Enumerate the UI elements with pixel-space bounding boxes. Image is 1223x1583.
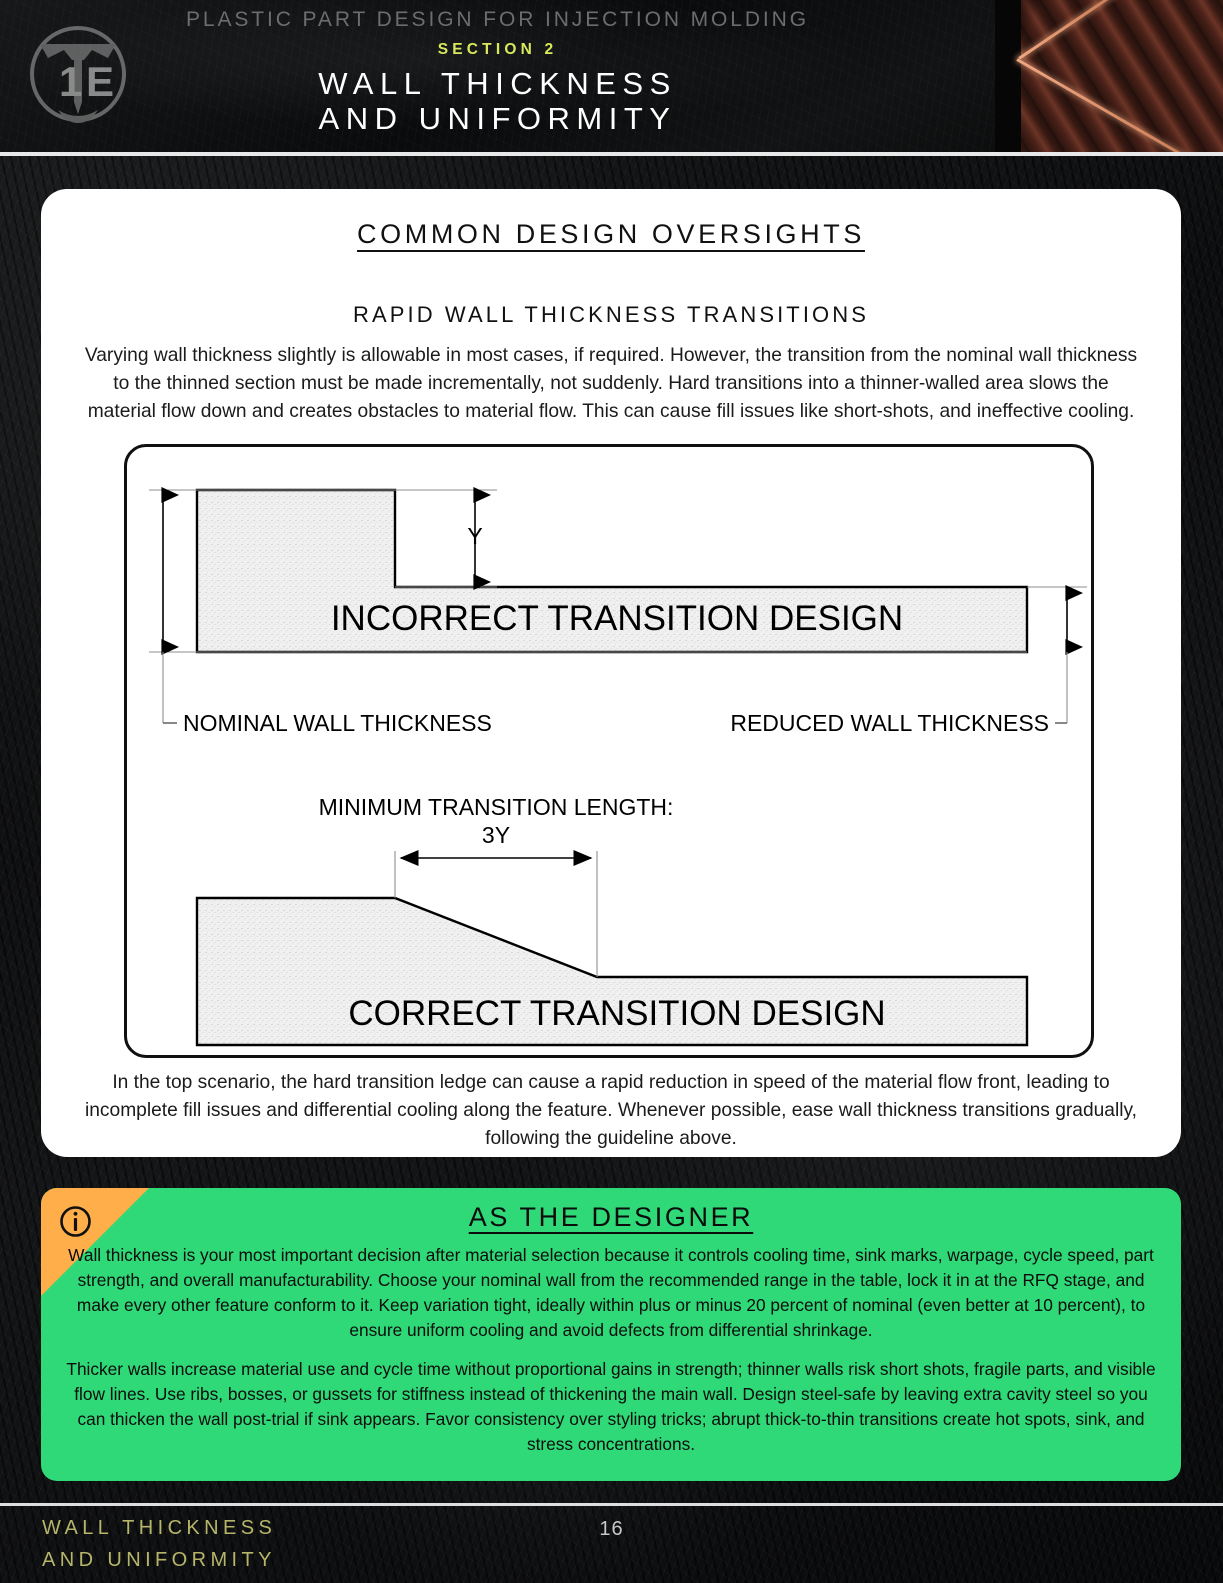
designer-paragraph-1: Wall thickness is your most important decision after material selection because it controls cooling time, sink marks, warpage, cycle speed, part strength, and overall manufacturability. Choose your nominal wall from the recommended range in the table, lock it in at the RFQ stage, and make every other feature conform to it. Keep variation tight, ideally within plus or minus 20 percent of nominal (even better at 10 percent), to ensure uniform cooling and avoid defects from differential shrinkage. bbox=[68, 1245, 1154, 1340]
nominal-wall-label: NOMINAL WALL THICKNESS bbox=[183, 710, 492, 736]
photo-highlight-edge-2 bbox=[1018, 0, 1119, 60]
designer-panel-title: AS THE DESIGNER bbox=[468, 1202, 754, 1232]
page-header bbox=[0, 0, 1223, 152]
y-dimension-label: Y bbox=[467, 523, 483, 549]
photo-highlight-edge bbox=[1016, 58, 1199, 152]
document-eyebrow: PLASTIC PART DESIGN FOR INJECTION MOLDING bbox=[186, 8, 809, 31]
svg-text:1: 1 bbox=[59, 58, 83, 105]
section-label: SECTION 2 bbox=[437, 41, 558, 58]
footer-title-line1: WALL THICKNESS bbox=[42, 1517, 277, 1539]
card-subtitle: RAPID WALL THICKNESS TRANSITIONS bbox=[352, 302, 870, 327]
reduced-wall-label: REDUCED WALL THICKNESS bbox=[730, 710, 1049, 736]
footer-title-line2: AND UNIFORMITY bbox=[42, 1549, 276, 1571]
designer-paragraph-2: Thicker walls increase material use and cycle time without proportional gains in strength; thinner walls risk short shots, fragile parts, and visible flow lines. Use ribs, bosses, or gussets for stiffness instead of thickening the main wall. Design steel-safe by leaving extra cavity steel so you can thicken the wall post-trial if sink appears. Favor consistency over styling tricks; abrupt thick-to-thin transitions create hot spots, sink, and stress concentrations. bbox=[66, 1359, 1156, 1454]
content-card bbox=[41, 189, 1181, 1157]
card-title: COMMON DESIGN OVERSIGHTS bbox=[357, 219, 865, 249]
incorrect-design-label: INCORRECT TRANSITION DESIGN bbox=[330, 599, 904, 638]
min-transition-value: 3Y bbox=[481, 822, 511, 848]
card-paragraph: Varying wall thickness slightly is allowable in most cases, if required. However, the transition from the nominal wall thickness to the thinned section must be made incrementally, not suddenly. Hard transitions into a thinner-walled area slows the material flow down and creates obstacles to material flow. This can cause fill issues like short-shots, and ineffective cooling. bbox=[84, 345, 1138, 422]
card-footer-paragraph: In the top scenario, the hard transition ledge can cause a rapid reduction in speed of the material flow front, leading to incomplete fill issues and differential cooling along the feature. Whenever possible, ease wall thickness transitions gradually, following the guideline above. bbox=[85, 1072, 1137, 1149]
header-divider bbox=[0, 152, 1223, 156]
page-title bbox=[318, 66, 677, 136]
header-text-block bbox=[0, 0, 995, 152]
page-title-line1: WALL THICKNESS bbox=[318, 66, 677, 101]
min-transition-label: MINIMUM TRANSITION LENGTH: bbox=[318, 794, 674, 820]
as-the-designer-panel bbox=[41, 1188, 1181, 1481]
correct-design-label: CORRECT TRANSITION DESIGN bbox=[348, 994, 886, 1033]
photo-dark-strip bbox=[995, 0, 1021, 152]
svg-text:E: E bbox=[86, 58, 115, 105]
page-title-line2: AND UNIFORMITY bbox=[318, 101, 677, 136]
page-number: 16 bbox=[599, 1518, 624, 1540]
page-footer bbox=[0, 1506, 1223, 1583]
transition-diagram bbox=[124, 444, 1094, 1058]
header-photo bbox=[995, 0, 1223, 152]
